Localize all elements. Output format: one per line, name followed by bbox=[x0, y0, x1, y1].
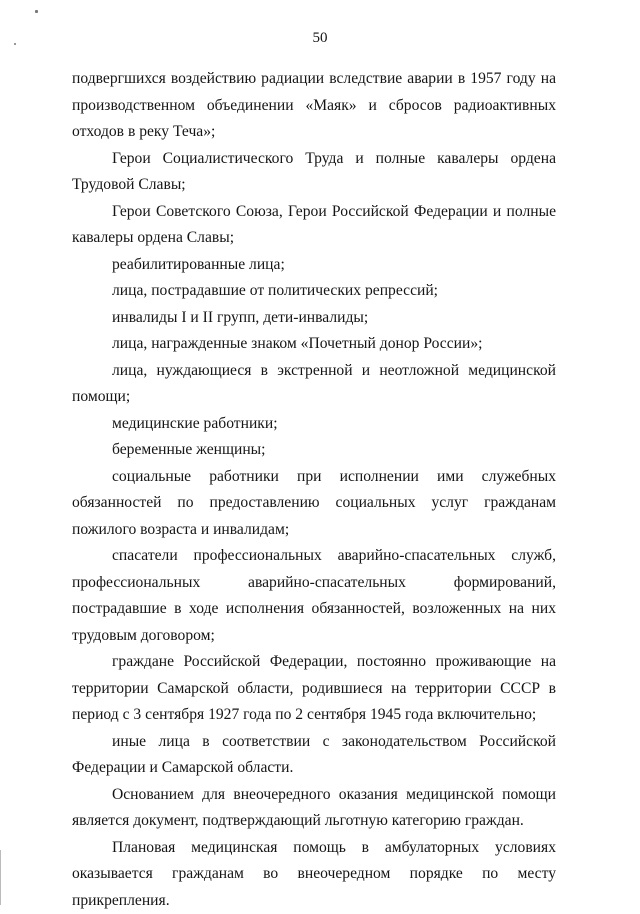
paragraph-15: Основанием для внеочередного оказания медицинской помощи является документ, подтверждающий льготную категорию граждан. bbox=[72, 782, 556, 835]
scan-speck bbox=[14, 43, 16, 45]
paragraph-5: лица, пострадавшие от политических репрессий; bbox=[72, 278, 556, 305]
paragraph-14: иные лица в соответствии с законодательством Российской Федерации и Самарской области. bbox=[72, 729, 556, 782]
paragraph-16: Плановая медицинская помощь в амбулаторных условиях оказывается гражданам во внеочередном порядке по месту прикрепления. bbox=[72, 835, 556, 914]
paragraph-12: спасатели профессиональных аварийно-спасательных служб, профессиональных аварийно-спасательных формирований, пострадавшие в ходе исполнения обязанностей, возложенных на них трудовым договором; bbox=[72, 543, 556, 649]
page-number: 50 bbox=[0, 30, 640, 47]
paragraph-4: реабилитированные лица; bbox=[72, 252, 556, 279]
paragraph-7: лица, награжденные знаком «Почетный донор России»; bbox=[72, 331, 556, 358]
paragraph-11: социальные работники при исполнении ими служебных обязанностей по предоставлению социальных услуг гражданам пожилого возраста и инвалидам; bbox=[72, 464, 556, 544]
paragraph-6: инвалиды I и II групп, дети-инвалиды; bbox=[72, 305, 556, 332]
scan-speck bbox=[35, 10, 38, 13]
scan-edge-line bbox=[0, 850, 1, 905]
paragraph-1: подвергшихся воздействию радиации вследствие аварии в 1957 году на производственном объединении «Маяк» и сбросов радиоактивных отходов в реку Теча»; bbox=[72, 66, 556, 146]
paragraph-13: граждане Российской Федерации, постоянно проживающие на территории Самарской области, родившиеся на территории СССР в период с 3 сентября 1927 года по 2 сентября 1945 года включительно; bbox=[72, 649, 556, 729]
paragraph-10: беременные женщины; bbox=[72, 437, 556, 464]
paragraph-3: Герои Советского Союза, Герои Российской Федерации и полные кавалеры ордена Славы; bbox=[72, 199, 556, 252]
paragraph-8: лица, нуждающиеся в экстренной и неотложной медицинской помощи; bbox=[72, 358, 556, 411]
paragraph-2: Герои Социалистического Труда и полные кавалеры ордена Трудовой Славы; bbox=[72, 146, 556, 199]
document-body bbox=[72, 66, 556, 914]
paragraph-9: медицинские работники; bbox=[72, 411, 556, 438]
